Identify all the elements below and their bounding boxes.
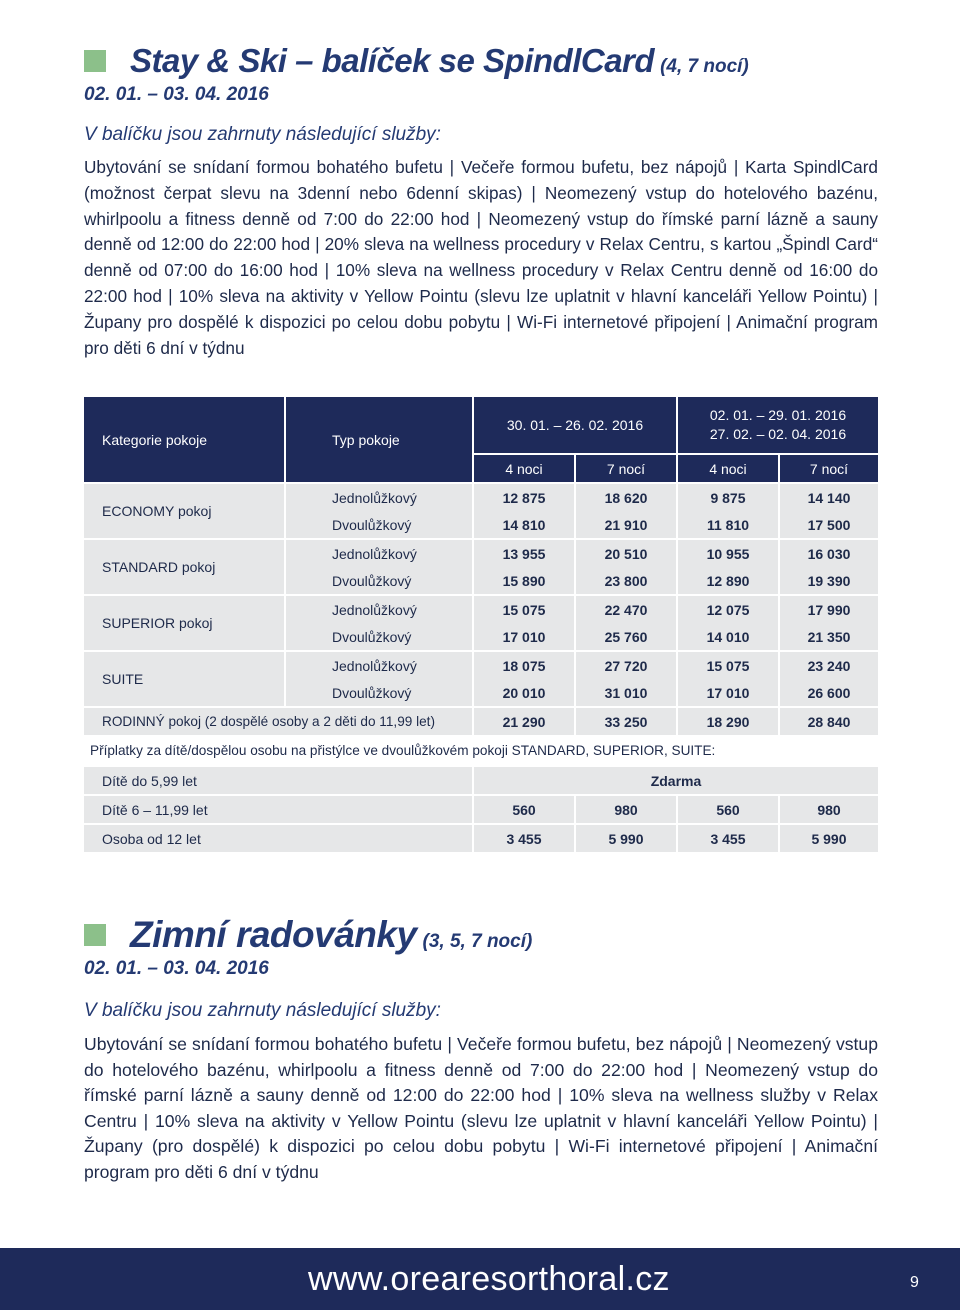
- price-cell: 17 500: [778, 511, 878, 538]
- table-row: [84, 650, 878, 679]
- category-cell: SUITE: [84, 650, 284, 706]
- price-cell: 12 875: [472, 482, 574, 511]
- price-cell: 12 075: [676, 594, 778, 623]
- price-cell: 17 990: [778, 594, 878, 623]
- room-type-cell: Dvoulůžkový: [284, 623, 472, 650]
- section2-heading: [84, 914, 532, 956]
- price-cell: 26 600: [778, 679, 878, 706]
- price-cell: 21 910: [574, 511, 676, 538]
- category-cell: STANDARD pokoj: [84, 538, 284, 594]
- section1-heading: [84, 42, 749, 80]
- price-cell: 980: [574, 794, 676, 823]
- price-cell: 21 350: [778, 623, 878, 650]
- header-period-1: 30. 01. – 26. 02. 2016: [472, 397, 676, 453]
- category-cell: ECONOMY pokoj: [84, 482, 284, 538]
- room-type-cell: Jednolůžkový: [284, 482, 472, 511]
- header-period-2: [676, 397, 878, 453]
- price-table: [84, 397, 878, 852]
- price-cell: 20 510: [574, 538, 676, 567]
- table-row-supplement: [84, 823, 878, 852]
- price-cell: 560: [676, 794, 778, 823]
- supplement-note-row: [84, 735, 878, 765]
- header-period-2-line2: 27. 02. – 02. 04. 2016: [709, 426, 847, 442]
- price-cell: 33 250: [574, 706, 676, 735]
- price-cell: 27 720: [574, 650, 676, 679]
- price-cell: 560: [472, 794, 574, 823]
- price-cell: 980: [778, 794, 878, 823]
- room-type-cell: Dvoulůžkový: [284, 567, 472, 594]
- price-cell: 25 760: [574, 623, 676, 650]
- supplement-note: Příplatky za dítě/dospělou osobu na přistýlce ve dvoulůžkovém pokoji STANDARD, SUPERIOR, SUITE:: [84, 735, 878, 765]
- green-square-icon: [84, 50, 106, 72]
- supplement-label: Dítě do 5,99 let: [84, 765, 472, 794]
- room-type-cell: Jednolůžkový: [284, 538, 472, 567]
- price-cell: 28 840: [778, 706, 878, 735]
- section1-dates: 02. 01. – 03. 04. 2016: [84, 84, 269, 105]
- section2-subtitle: (3, 5, 7 nocí): [422, 931, 533, 952]
- page-number: 9: [910, 1274, 919, 1291]
- price-cell: 21 290: [472, 706, 574, 735]
- section1-subtitle: (4, 7 nocí): [660, 56, 749, 77]
- price-cell: 22 470: [574, 594, 676, 623]
- price-cell: 10 955: [676, 538, 778, 567]
- footer-bar: [0, 1248, 960, 1310]
- table-row: [84, 594, 878, 623]
- room-type-cell: Dvoulůžkový: [284, 511, 472, 538]
- section2-dates: 02. 01. – 03. 04. 2016: [84, 958, 269, 979]
- table-row-family: [84, 706, 878, 735]
- header-nights: 7 nocí: [778, 453, 878, 482]
- free-cell: Zdarma: [472, 765, 878, 794]
- header-category: Kategorie pokoje: [84, 397, 284, 482]
- price-cell: 11 810: [676, 511, 778, 538]
- section1-included-heading: V balíčku jsou zahrnuty následující služby:: [84, 124, 441, 145]
- family-room-label: RODINNÝ pokoj (2 dospělé osoby a 2 děti do 11,99 let): [84, 706, 472, 735]
- price-cell: 19 390: [778, 567, 878, 594]
- price-cell: 14 810: [472, 511, 574, 538]
- price-cell: 3 455: [472, 823, 574, 852]
- price-cell: 5 990: [574, 823, 676, 852]
- price-cell: 15 075: [472, 594, 574, 623]
- price-cell: 31 010: [574, 679, 676, 706]
- price-cell: 12 890: [676, 567, 778, 594]
- price-cell: 15 890: [472, 567, 574, 594]
- price-cell: 9 875: [676, 482, 778, 511]
- section1-services: Ubytování se snídaní formou bohatého bufetu | Večeře formou bufetu, bez nápojů | Karta SpindlCard (možnost čerpat slevu na 3denní nebo 6denní skipas) | Neomezený vstup do hotelového bazénu, whirlpoolu a fitness denně od 7:00 do 22:00 hod | Neomezený vstup do římské parní lázně a sauny denně od 12:00 do 22:00 hod | 20% sleva na wellness procedury v Relax Centru, s kartou „Špindl Card“ denně od 07:00 do 16:00 hod | 10% sleva na wellness procedury v Relax Centru denně od 16:00 do 22:00 hod | 10% sleva na aktivity v Yellow Pointu (slevu lze uplatnit v hlavní kanceláři Yellow Pointu) | Župany pro dospělé k dispozici po celou dobu pobytu | Wi-Fi internetové připojení | Animační program pro děti 6 dní v týdnu: [84, 157, 878, 358]
- header-room-type: Typ pokoje: [284, 397, 472, 482]
- price-cell: 3 455: [676, 823, 778, 852]
- price-cell: 14 140: [778, 482, 878, 511]
- green-square-icon: [84, 924, 106, 946]
- price-cell: 17 010: [676, 679, 778, 706]
- room-type-cell: Dvoulůžkový: [284, 679, 472, 706]
- header-period-2-line1: 02. 01. – 29. 01. 2016: [709, 407, 847, 423]
- price-cell: 13 955: [472, 538, 574, 567]
- header-nights: 4 noci: [676, 453, 778, 482]
- price-cell: 18 290: [676, 706, 778, 735]
- supplement-label: Dítě 6 – 11,99 let: [84, 794, 472, 823]
- price-cell: 23 800: [574, 567, 676, 594]
- table-row: [84, 538, 878, 567]
- section2-services: Ubytování se snídaní formou bohatého bufetu | Večeře formou bufetu, bez nápojů | Neomezený vstup do hotelového bazénu, whirlpoolu a fitness denně od 7:00 do 22:00 hod | Neomezený vstup do římské parní lázně a sauny denně od 12:00 do 22:00 hod | 10% sleva na wellness služby v Relax Centru | 10% sleva na aktivity v Yellow Pointu (slevu lze uplatnit v hlavní kanceláři Yellow Pointu) | Župany (pro dospělé) k dispozici po celou dobu pobytu | Wi-Fi internetové připojení | Animační program pro děti 6 dní v týdnu: [84, 1034, 878, 1182]
- price-cell: 5 990: [778, 823, 878, 852]
- price-cell: 15 075: [676, 650, 778, 679]
- price-cell: 14 010: [676, 623, 778, 650]
- price-cell: 18 075: [472, 650, 574, 679]
- room-type-cell: Jednolůžkový: [284, 594, 472, 623]
- price-cell: 16 030: [778, 538, 878, 567]
- supplement-label: Osoba od 12 let: [84, 823, 472, 852]
- price-cell: 23 240: [778, 650, 878, 679]
- table-row: [84, 482, 878, 511]
- room-type-cell: Jednolůžkový: [284, 650, 472, 679]
- price-cell: 17 010: [472, 623, 574, 650]
- section1-title: Stay & Ski – balíček se SpindlCard: [130, 42, 655, 79]
- header-nights: 4 noci: [472, 453, 574, 482]
- category-cell: SUPERIOR pokoj: [84, 594, 284, 650]
- table-row-supplement: [84, 765, 878, 794]
- footer-url-link[interactable]: www.orearesorthoral.cz: [308, 1260, 670, 1298]
- price-cell: 20 010: [472, 679, 574, 706]
- header-nights: 7 nocí: [574, 453, 676, 482]
- table-row-supplement: [84, 794, 878, 823]
- section2-title: Zimní radovánky: [130, 914, 417, 955]
- section2-included-heading: V balíčku jsou zahrnuty následující služby:: [84, 1000, 441, 1021]
- price-cell: 18 620: [574, 482, 676, 511]
